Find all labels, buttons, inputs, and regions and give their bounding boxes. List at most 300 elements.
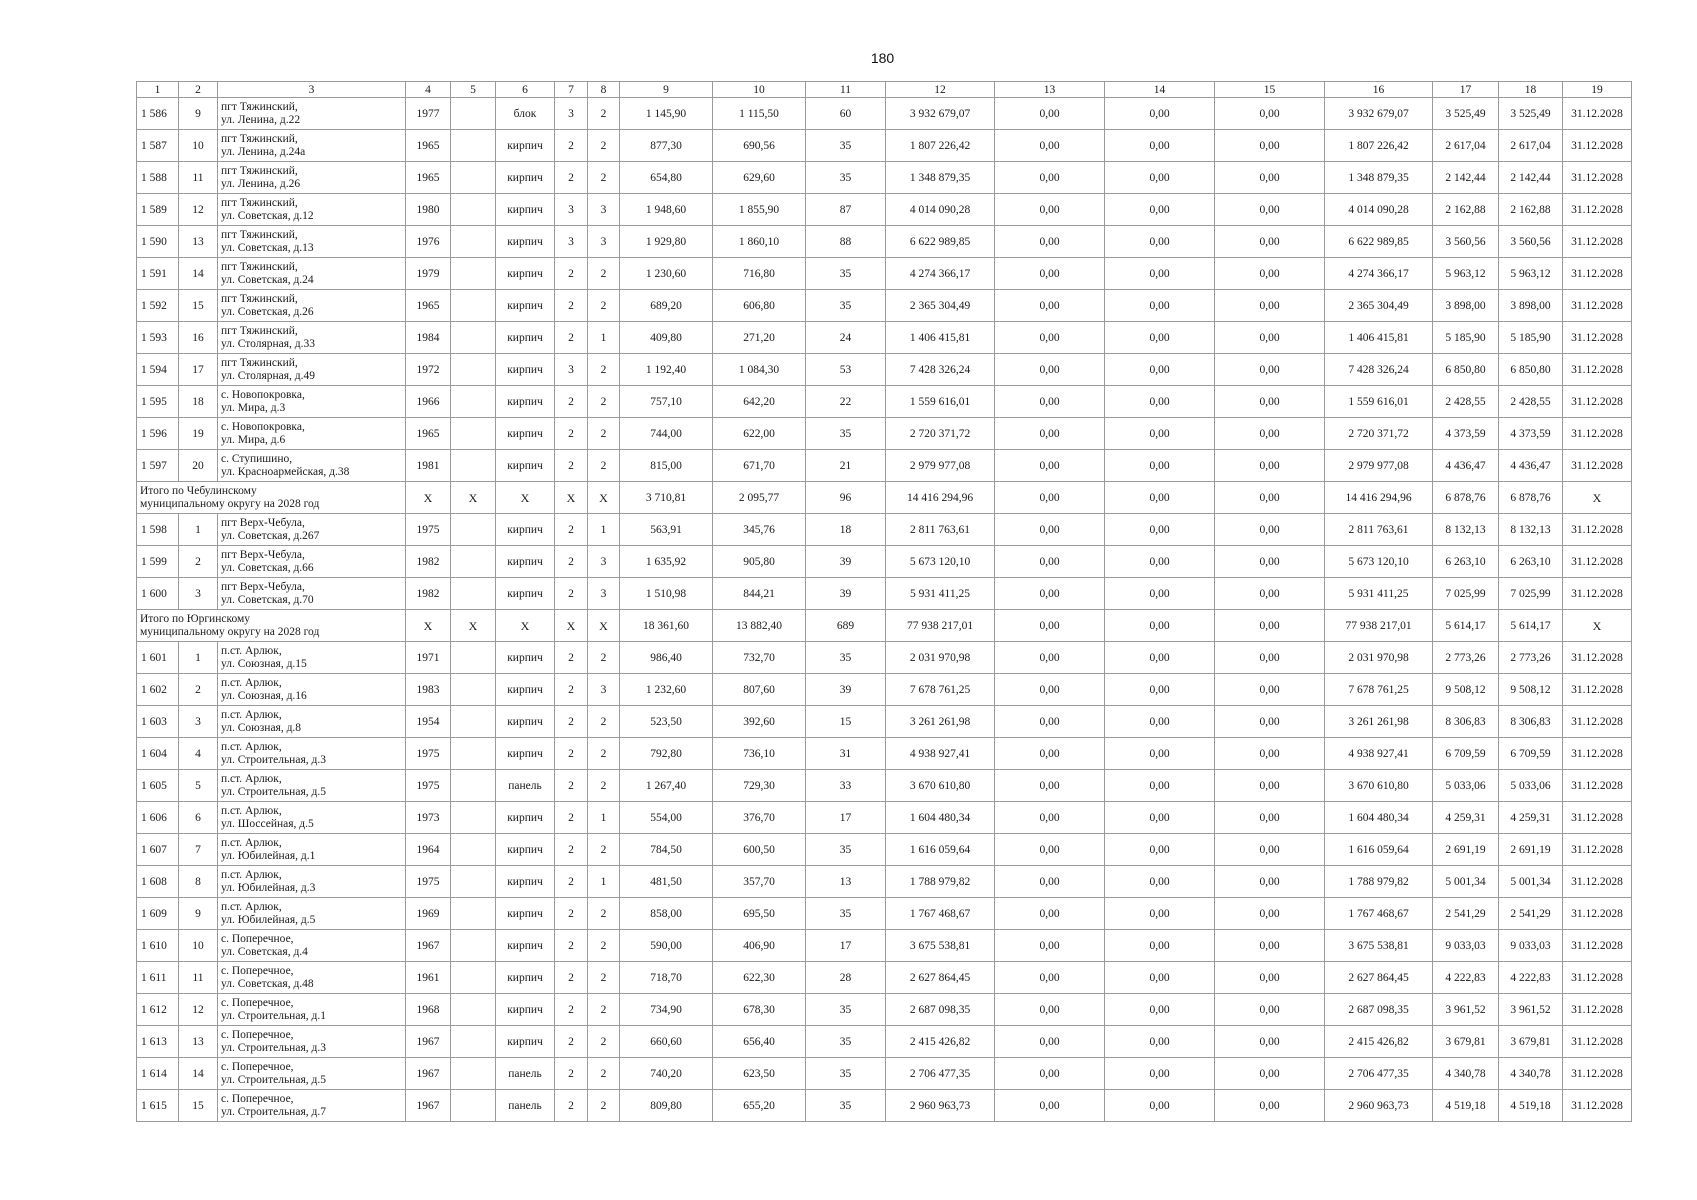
address-settlement: с. Поперечное, <box>221 1060 294 1073</box>
cell-c4: 1975 <box>406 866 451 898</box>
cell-c17: 9 033,03 <box>1433 930 1499 962</box>
cell-local-number: 16 <box>179 322 218 354</box>
address-street: ул. Строительная, д.3 <box>221 1041 326 1054</box>
cell-c18: 2 162,88 <box>1499 194 1563 226</box>
cell-c15: 0,00 <box>1215 482 1325 514</box>
cell-c10: 345,76 <box>713 514 806 546</box>
cell-c19: 31.12.2028 <box>1563 290 1632 322</box>
subtotal-label-line-1: Итого по Юргинскому <box>140 612 251 625</box>
cell-c17: 3 560,56 <box>1433 226 1499 258</box>
cell-c14: 0,00 <box>1105 354 1215 386</box>
cell-c13: 0,00 <box>995 898 1105 930</box>
cell-c9: 563,91 <box>620 514 713 546</box>
cell-c19: 31.12.2028 <box>1563 418 1632 450</box>
address-settlement: с. Ступишино, <box>221 452 293 465</box>
cell-c4: 1967 <box>406 930 451 962</box>
cell-c8: 2 <box>588 642 620 674</box>
cell-local-number: 10 <box>179 930 218 962</box>
address-settlement: пгт Верх-Чебула, <box>221 580 305 593</box>
table-row <box>137 738 1632 770</box>
cell-c18: 5 185,90 <box>1499 322 1563 354</box>
cell-c15: 0,00 <box>1215 194 1325 226</box>
cell-c14: 0,00 <box>1105 98 1215 130</box>
cell-c13: 0,00 <box>995 1026 1105 1058</box>
cell-c12: 4 274 366,17 <box>886 258 995 290</box>
cell-c11: 35 <box>806 642 886 674</box>
address-settlement: с. Поперечное, <box>221 1028 294 1041</box>
cell-address <box>218 258 406 290</box>
cell-c15: 0,00 <box>1215 322 1325 354</box>
cell-c4: Х <box>406 482 451 514</box>
cell-c18: 6 850,80 <box>1499 354 1563 386</box>
column-header-17: 17 <box>1433 82 1499 98</box>
cell-c9: 18 361,60 <box>620 610 713 642</box>
cell-c14: 0,00 <box>1105 866 1215 898</box>
cell-c14: 0,00 <box>1105 130 1215 162</box>
cell-c9: 740,20 <box>620 1058 713 1090</box>
cell-c8: 2 <box>588 738 620 770</box>
cell-address <box>218 738 406 770</box>
cell-c4: 1968 <box>406 994 451 1026</box>
cell-c11: 17 <box>806 802 886 834</box>
cell-c4: 1984 <box>406 322 451 354</box>
cell-local-number: 2 <box>179 546 218 578</box>
cell-c19: 31.12.2028 <box>1563 674 1632 706</box>
cell-c15: 0,00 <box>1215 386 1325 418</box>
cell-c7: 2 <box>555 834 588 866</box>
cell-c9: 757,10 <box>620 386 713 418</box>
cell-c14: 0,00 <box>1105 834 1215 866</box>
cell-c9: 1 192,40 <box>620 354 713 386</box>
cell-c16: 2 979 977,08 <box>1325 450 1433 482</box>
cell-total-number: 1 597 <box>137 450 179 482</box>
column-header-19: 19 <box>1563 82 1632 98</box>
cell-c13: 0,00 <box>995 514 1105 546</box>
cell-c19: 31.12.2028 <box>1563 162 1632 194</box>
cell-c7: 2 <box>555 738 588 770</box>
cell-c11: 60 <box>806 98 886 130</box>
cell-c13: 0,00 <box>995 738 1105 770</box>
cell-c12: 3 261 261,98 <box>886 706 995 738</box>
address-street: ул. Советская, д.12 <box>221 209 314 222</box>
cell-c4: 1969 <box>406 898 451 930</box>
cell-total-number: 1 589 <box>137 194 179 226</box>
cell-c8: 2 <box>588 386 620 418</box>
cell-c13: 0,00 <box>995 866 1105 898</box>
cell-c15: 0,00 <box>1215 770 1325 802</box>
cell-address <box>218 898 406 930</box>
cell-address <box>218 130 406 162</box>
cell-c5 <box>451 546 496 578</box>
address-settlement: п.ст. Арлюк, <box>221 804 282 817</box>
cell-c11: 28 <box>806 962 886 994</box>
cell-c6: кирпич <box>496 514 555 546</box>
table-row <box>137 226 1632 258</box>
cell-c15: 0,00 <box>1215 834 1325 866</box>
address-street: ул. Шоссейная, д.5 <box>221 817 314 830</box>
table-row <box>137 322 1632 354</box>
cell-c4: 1975 <box>406 514 451 546</box>
table-row <box>137 930 1632 962</box>
cell-c14: 0,00 <box>1105 322 1215 354</box>
cell-c19: 31.12.2028 <box>1563 1058 1632 1090</box>
cell-c18: 5 614,17 <box>1499 610 1563 642</box>
cell-c13: 0,00 <box>995 162 1105 194</box>
cell-c18: 2 617,04 <box>1499 130 1563 162</box>
cell-c7: 3 <box>555 226 588 258</box>
cell-c10: 736,10 <box>713 738 806 770</box>
cell-c17: 6 878,76 <box>1433 482 1499 514</box>
cell-c9: 718,70 <box>620 962 713 994</box>
cell-c11: 35 <box>806 130 886 162</box>
column-header-18: 18 <box>1499 82 1563 98</box>
cell-c15: 0,00 <box>1215 514 1325 546</box>
cell-c13: 0,00 <box>995 290 1105 322</box>
cell-c5 <box>451 194 496 226</box>
cell-c6: кирпич <box>496 706 555 738</box>
cell-c11: 96 <box>806 482 886 514</box>
cell-c4: 1977 <box>406 98 451 130</box>
cell-c16: 4 938 927,41 <box>1325 738 1433 770</box>
cell-c9: 554,00 <box>620 802 713 834</box>
cell-c10: 716,80 <box>713 258 806 290</box>
cell-local-number: 11 <box>179 962 218 994</box>
cell-c4: 1965 <box>406 130 451 162</box>
address-settlement: с. Поперечное, <box>221 932 294 945</box>
cell-c8: 2 <box>588 1026 620 1058</box>
cell-c17: 6 709,59 <box>1433 738 1499 770</box>
cell-c11: 31 <box>806 738 886 770</box>
cell-c10: 1 855,90 <box>713 194 806 226</box>
cell-c10: 729,30 <box>713 770 806 802</box>
cell-c8: 2 <box>588 98 620 130</box>
cell-c6: кирпич <box>496 546 555 578</box>
cell-c12: 1 348 879,35 <box>886 162 995 194</box>
cell-c14: 0,00 <box>1105 578 1215 610</box>
cell-c5 <box>451 642 496 674</box>
cell-c5 <box>451 962 496 994</box>
cell-c11: 35 <box>806 418 886 450</box>
cell-c8: 2 <box>588 706 620 738</box>
subtotal-label-line-2: муниципальному округу на 2028 год <box>140 497 320 510</box>
cell-c12: 2 720 371,72 <box>886 418 995 450</box>
cell-c14: 0,00 <box>1105 706 1215 738</box>
subtotal-row <box>137 482 1632 514</box>
cell-c13: 0,00 <box>995 994 1105 1026</box>
cell-c11: 35 <box>806 162 886 194</box>
cell-c4: 1954 <box>406 706 451 738</box>
table-row <box>137 1058 1632 1090</box>
cell-c5: Х <box>451 482 496 514</box>
cell-local-number: 7 <box>179 834 218 866</box>
cell-c5 <box>451 834 496 866</box>
cell-c5 <box>451 738 496 770</box>
cell-c8: 2 <box>588 834 620 866</box>
cell-c8: Х <box>588 482 620 514</box>
cell-c11: 18 <box>806 514 886 546</box>
cell-c19: 31.12.2028 <box>1563 450 1632 482</box>
cell-total-number: 1 593 <box>137 322 179 354</box>
cell-c16: 4 274 366,17 <box>1325 258 1433 290</box>
cell-local-number: 1 <box>179 642 218 674</box>
column-header-11: 11 <box>806 82 886 98</box>
cell-address <box>218 546 406 578</box>
cell-c9: 654,80 <box>620 162 713 194</box>
cell-c17: 8 132,13 <box>1433 514 1499 546</box>
address-street: ул. Юбилейная, д.5 <box>221 913 316 926</box>
cell-c13: 0,00 <box>995 130 1105 162</box>
cell-c18: 6 878,76 <box>1499 482 1563 514</box>
cell-c17: 6 850,80 <box>1433 354 1499 386</box>
cell-c10: 13 882,40 <box>713 610 806 642</box>
cell-c9: 858,00 <box>620 898 713 930</box>
cell-c17: 3 525,49 <box>1433 98 1499 130</box>
cell-c15: 0,00 <box>1215 674 1325 706</box>
cell-c12: 2 627 864,45 <box>886 962 995 994</box>
cell-c16: 1 767 468,67 <box>1325 898 1433 930</box>
cell-c6: кирпич <box>496 130 555 162</box>
address-settlement: с. Поперечное, <box>221 1092 294 1105</box>
cell-address <box>218 578 406 610</box>
address-street: ул. Советская, д.66 <box>221 561 314 574</box>
cell-c11: 35 <box>806 1058 886 1090</box>
cell-c15: 0,00 <box>1215 866 1325 898</box>
cell-c6: кирпич <box>496 162 555 194</box>
cell-c10: 600,50 <box>713 834 806 866</box>
cell-c12: 2 811 763,61 <box>886 514 995 546</box>
cell-c12: 4 938 927,41 <box>886 738 995 770</box>
cell-c7: 2 <box>555 1090 588 1122</box>
cell-c4: 1972 <box>406 354 451 386</box>
cell-c7: 2 <box>555 514 588 546</box>
cell-c16: 6 622 989,85 <box>1325 226 1433 258</box>
cell-c8: 3 <box>588 674 620 706</box>
cell-c5 <box>451 994 496 1026</box>
cell-c16: 1 559 616,01 <box>1325 386 1433 418</box>
cell-total-number: 1 598 <box>137 514 179 546</box>
column-header-13: 13 <box>995 82 1105 98</box>
cell-c18: 8 132,13 <box>1499 514 1563 546</box>
column-header-9: 9 <box>620 82 713 98</box>
cell-c4: 1982 <box>406 578 451 610</box>
column-header-14: 14 <box>1105 82 1215 98</box>
cell-c17: 8 306,83 <box>1433 706 1499 738</box>
cell-local-number: 6 <box>179 802 218 834</box>
cell-address <box>218 1058 406 1090</box>
cell-c13: 0,00 <box>995 98 1105 130</box>
cell-c13: 0,00 <box>995 226 1105 258</box>
cell-c17: 2 541,29 <box>1433 898 1499 930</box>
column-header-3: 3 <box>218 82 406 98</box>
cell-c18: 6 263,10 <box>1499 546 1563 578</box>
cell-c5 <box>451 418 496 450</box>
cell-c16: 1 406 415,81 <box>1325 322 1433 354</box>
cell-c11: 22 <box>806 386 886 418</box>
table-row <box>137 162 1632 194</box>
cell-local-number: 2 <box>179 674 218 706</box>
cell-c19: 31.12.2028 <box>1563 1026 1632 1058</box>
cell-c18: 2 541,29 <box>1499 898 1563 930</box>
cell-c17: 4 436,47 <box>1433 450 1499 482</box>
cell-total-number: 1 614 <box>137 1058 179 1090</box>
cell-c12: 2 687 098,35 <box>886 994 995 1026</box>
cell-c6: кирпич <box>496 354 555 386</box>
cell-c13: 0,00 <box>995 322 1105 354</box>
cell-c19: 31.12.2028 <box>1563 258 1632 290</box>
cell-total-number: 1 603 <box>137 706 179 738</box>
cell-local-number: 8 <box>179 866 218 898</box>
cell-c8: 2 <box>588 994 620 1026</box>
column-number-header-row <box>137 82 1632 98</box>
cell-c15: 0,00 <box>1215 706 1325 738</box>
cell-c13: 0,00 <box>995 1090 1105 1122</box>
cell-c5 <box>451 130 496 162</box>
cell-c8: 2 <box>588 258 620 290</box>
address-street: ул. Советская, д.24 <box>221 273 314 286</box>
cell-c5 <box>451 578 496 610</box>
cell-c16: 5 931 411,25 <box>1325 578 1433 610</box>
table-row <box>137 1090 1632 1122</box>
cell-c13: 0,00 <box>995 834 1105 866</box>
cell-c16: 3 932 679,07 <box>1325 98 1433 130</box>
cell-c12: 1 559 616,01 <box>886 386 995 418</box>
cell-c11: 689 <box>806 610 886 642</box>
page-number: 180 <box>870 50 895 66</box>
cell-c15: 0,00 <box>1215 642 1325 674</box>
column-header-10: 10 <box>713 82 806 98</box>
cell-c5 <box>451 514 496 546</box>
cell-c18: 3 560,56 <box>1499 226 1563 258</box>
address-settlement: пгт Тяжинский, <box>221 292 298 305</box>
cell-total-number: 1 591 <box>137 258 179 290</box>
cell-c19: 31.12.2028 <box>1563 1090 1632 1122</box>
cell-c6: кирпич <box>496 194 555 226</box>
cell-c18: 5 001,34 <box>1499 866 1563 898</box>
cell-c9: 1 510,98 <box>620 578 713 610</box>
address-street: ул. Советская, д.13 <box>221 241 314 254</box>
column-header-7: 7 <box>555 82 588 98</box>
table-row <box>137 866 1632 898</box>
cell-c12: 5 931 411,25 <box>886 578 995 610</box>
cell-c17: 3 679,81 <box>1433 1026 1499 1058</box>
cell-c6: кирпич <box>496 258 555 290</box>
cell-c7: 2 <box>555 130 588 162</box>
cell-c18: 7 025,99 <box>1499 578 1563 610</box>
cell-c7: 3 <box>555 354 588 386</box>
cell-c8: 3 <box>588 194 620 226</box>
cell-c19: 31.12.2028 <box>1563 866 1632 898</box>
address-street: ул. Советская, д.4 <box>221 945 308 958</box>
cell-total-number: 1 588 <box>137 162 179 194</box>
cell-c5 <box>451 770 496 802</box>
cell-c18: 3 679,81 <box>1499 1026 1563 1058</box>
cell-total-number: 1 605 <box>137 770 179 802</box>
cell-c13: 0,00 <box>995 802 1105 834</box>
cell-c16: 1 788 979,82 <box>1325 866 1433 898</box>
cell-c14: 0,00 <box>1105 450 1215 482</box>
column-header-5: 5 <box>451 82 496 98</box>
cell-total-number: 1 594 <box>137 354 179 386</box>
cell-c10: 606,80 <box>713 290 806 322</box>
cell-c14: 0,00 <box>1105 386 1215 418</box>
cell-c8: 2 <box>588 450 620 482</box>
cell-c17: 5 185,90 <box>1433 322 1499 354</box>
cell-c19: 31.12.2028 <box>1563 578 1632 610</box>
table-row <box>137 898 1632 930</box>
cell-local-number: 14 <box>179 258 218 290</box>
cell-c14: 0,00 <box>1105 738 1215 770</box>
address-settlement: с. Новопокровка, <box>221 388 305 401</box>
cell-c9: 1 230,60 <box>620 258 713 290</box>
cell-c11: 35 <box>806 834 886 866</box>
cell-c6: кирпич <box>496 1026 555 1058</box>
cell-local-number: 9 <box>179 898 218 930</box>
cell-total-number: 1 608 <box>137 866 179 898</box>
table-row <box>137 962 1632 994</box>
cell-c8: 3 <box>588 546 620 578</box>
table-row <box>137 354 1632 386</box>
cell-c9: 1 145,90 <box>620 98 713 130</box>
cell-c15: 0,00 <box>1215 1058 1325 1090</box>
subtotal-label-line-2: муниципальному округу на 2028 год <box>140 625 320 638</box>
cell-address <box>218 834 406 866</box>
cell-c4: 1971 <box>406 642 451 674</box>
cell-c4: 1961 <box>406 962 451 994</box>
cell-total-number: 1 587 <box>137 130 179 162</box>
cell-c11: 53 <box>806 354 886 386</box>
cell-total-number: 1 595 <box>137 386 179 418</box>
cell-c14: 0,00 <box>1105 1090 1215 1122</box>
cell-c12: 2 706 477,35 <box>886 1058 995 1090</box>
cell-local-number: 14 <box>179 1058 218 1090</box>
cell-address <box>218 930 406 962</box>
cell-c10: 690,56 <box>713 130 806 162</box>
cell-c5 <box>451 386 496 418</box>
cell-c13: 0,00 <box>995 258 1105 290</box>
cell-c10: 622,30 <box>713 962 806 994</box>
cell-c18: 2 142,44 <box>1499 162 1563 194</box>
cell-c19: 31.12.2028 <box>1563 770 1632 802</box>
cell-total-number: 1 610 <box>137 930 179 962</box>
cell-c12: 1 788 979,82 <box>886 866 995 898</box>
cell-c10: 656,40 <box>713 1026 806 1058</box>
cell-c5 <box>451 322 496 354</box>
cell-c16: 2 811 763,61 <box>1325 514 1433 546</box>
cell-c7: 2 <box>555 386 588 418</box>
cell-c7: 2 <box>555 706 588 738</box>
cell-c13: 0,00 <box>995 450 1105 482</box>
table-row <box>137 258 1632 290</box>
cell-c12: 14 416 294,96 <box>886 482 995 514</box>
cell-c4: 1980 <box>406 194 451 226</box>
cell-c18: 9 033,03 <box>1499 930 1563 962</box>
cell-c12: 3 675 538,81 <box>886 930 995 962</box>
address-settlement: п.ст. Арлюк, <box>221 836 282 849</box>
cell-c12: 2 031 970,98 <box>886 642 995 674</box>
cell-local-number: 19 <box>179 418 218 450</box>
cell-c11: 39 <box>806 674 886 706</box>
cell-c4: 1975 <box>406 738 451 770</box>
cell-c16: 7 678 761,25 <box>1325 674 1433 706</box>
cell-c7: 2 <box>555 290 588 322</box>
cell-c9: 1 929,80 <box>620 226 713 258</box>
address-settlement: с. Поперечное, <box>221 964 294 977</box>
cell-c17: 4 259,31 <box>1433 802 1499 834</box>
cell-c9: 877,30 <box>620 130 713 162</box>
table-row <box>137 578 1632 610</box>
column-header-1: 1 <box>137 82 179 98</box>
cell-c19: 31.12.2028 <box>1563 802 1632 834</box>
